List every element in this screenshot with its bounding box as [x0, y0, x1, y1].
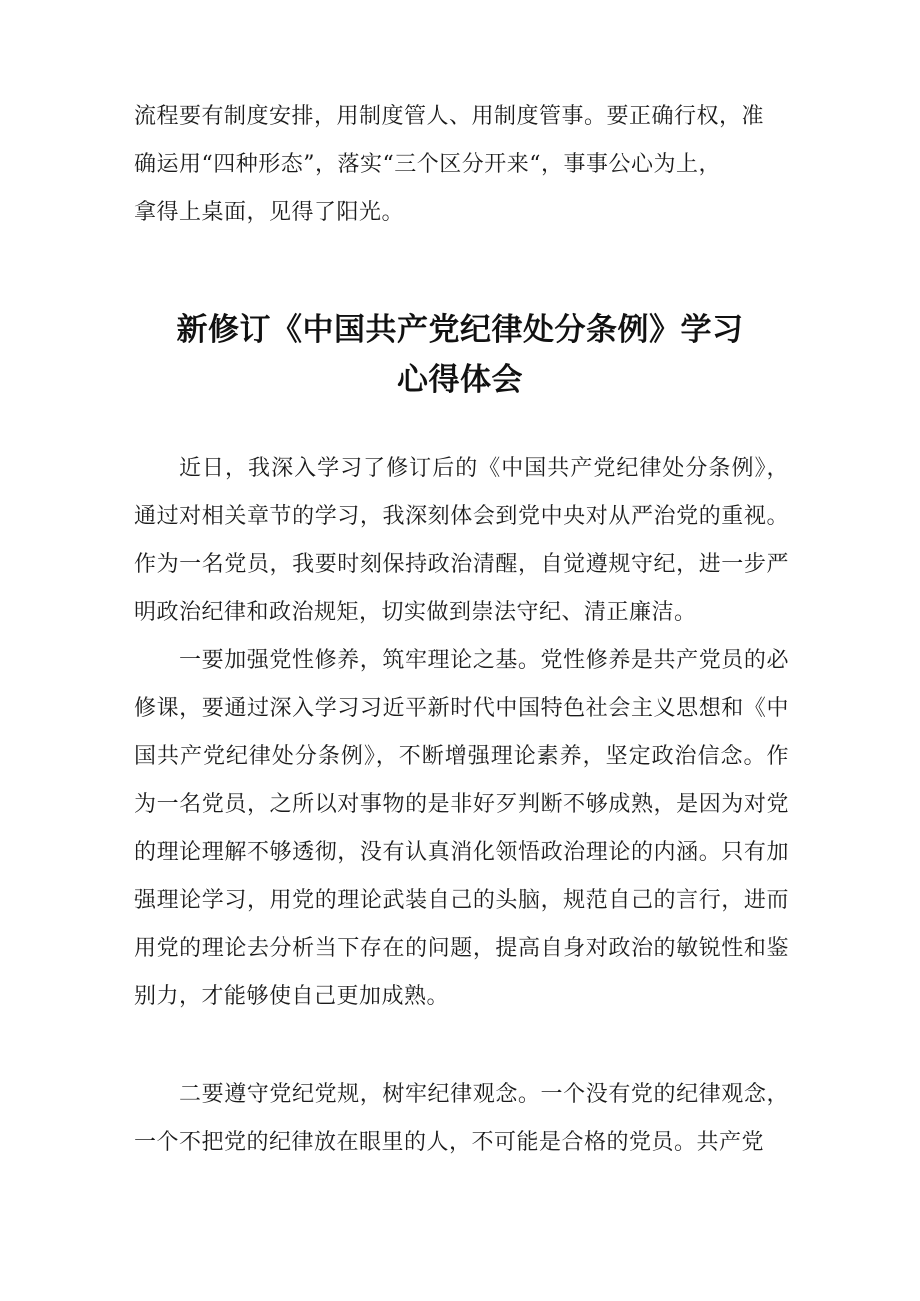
continued-line-1: 流程要有制度安排，用制度管人、用制度管事。要正确行权，准: [134, 104, 765, 129]
continued-line-3: 拿得上桌面，见得了阳光。: [134, 200, 405, 225]
title-line-2: 心得体会: [397, 362, 523, 398]
intro-paragraph: 近日，我深入学习了修订后的《中国共产党纪律处分条例》，通过对相关章节的学习，我深刻体会到党中央对从严治党的重视。作为一名党员，我要时刻保持政治清醒，自觉遵规守纪，进一步严明政治纪律和政治规矩，切实做到崇法守纪、清正廉洁。: [134, 456, 789, 625]
continued-line-2: 确运用“四种形态”，落实“三个区分开来“，事事公心为上，: [134, 152, 721, 177]
point-one-paragraph: 一要加强党性修养，筑牢理论之基。党性修养是共产党员的必修课，要通过深入学习习近平新时代中国特色社会主义思想和《中国共产党纪律处分条例》，不断增强理论素养，坚定政治信念。作为一名党员，之所以对事物的是非好歹判断不够成熟，是因为对党的理论理解不够透彻，没有认真消化领悟政治理论的内涵。只有加强理论学习，用党的理论武装自己的头脑，规范自己的言行，进而用党的理论去分析当下存在的问题，提高自身对政治的敏锐性和鉴别力，才能够使自己更加成熟。: [134, 648, 789, 1009]
continued-paragraph: [134, 93, 789, 237]
document-title: [110, 305, 810, 405]
title-line-1: 新修订《中国共产党纪律处分条例》学习: [176, 312, 744, 348]
point-two-paragraph: 二要遵守党纪党规，树牢纪律观念。一个没有党的纪律观念，一个不把党的纪律放在眼里的人，不可能是合格的党员。共产党: [134, 1082, 789, 1155]
